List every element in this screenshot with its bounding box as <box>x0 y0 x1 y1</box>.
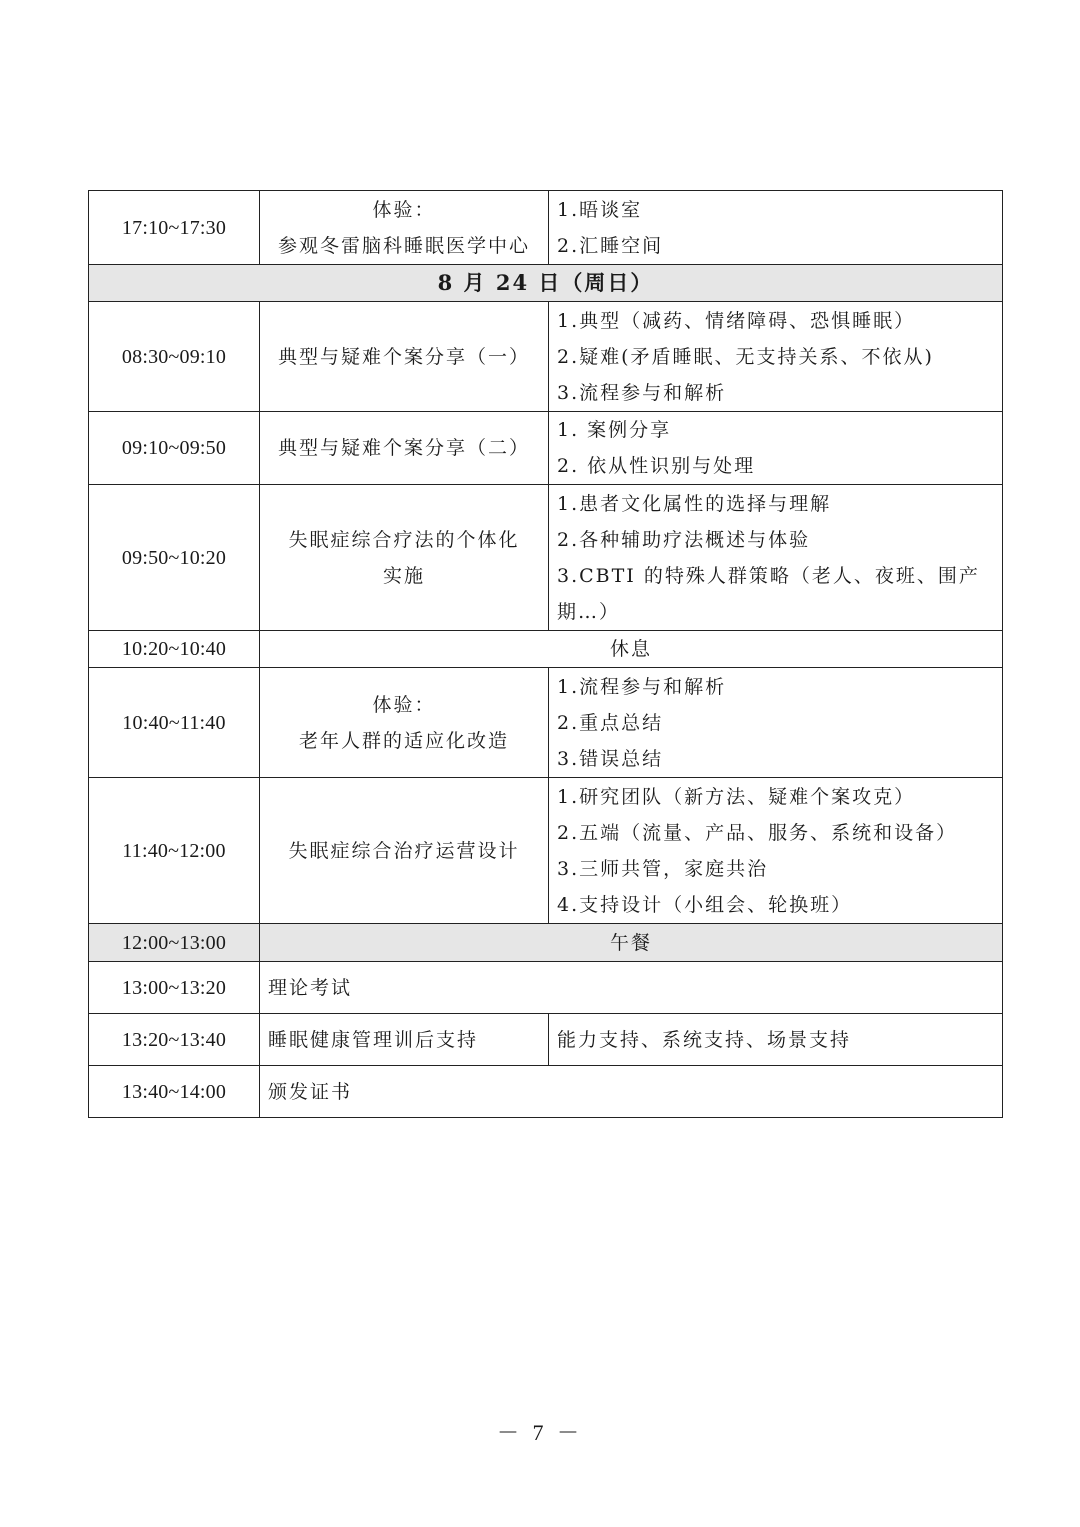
detail-line: 3.流程参与和解析 <box>557 381 727 404</box>
break-cell: 休息 <box>260 631 1003 668</box>
schedule-row <box>89 1066 1003 1118</box>
detail-line: 3.CBTI 的特殊人群策略（老人、夜班、围产 <box>557 564 980 587</box>
detail-cell <box>549 778 1003 924</box>
detail-line: 3.三师共管，家庭共治 <box>557 857 769 880</box>
topic-line: 老年人群的适应化改造 <box>298 729 509 752</box>
topic-line: 典型与疑难个案分享（二） <box>277 437 530 459</box>
time-cell: 10:20~10:40 <box>89 631 260 668</box>
detail-cell: 能力支持、系统支持、场景支持 <box>549 1014 1003 1066</box>
detail-cell <box>549 302 1003 412</box>
topic-cell <box>260 668 549 778</box>
detail-line: 2.五端（流量、产品、服务、系统和设备） <box>557 821 958 844</box>
detail-cell <box>549 191 1003 265</box>
schedule-row <box>89 778 1003 924</box>
schedule-row <box>89 302 1003 412</box>
topic-cell <box>260 191 549 265</box>
time-cell: 13:40~14:00 <box>89 1066 260 1118</box>
detail-line: 1.典型（减药、情绪障碍、恐惧睡眠） <box>557 309 916 332</box>
exam-cell: 理论考试 <box>260 962 1003 1014</box>
time-cell: 09:10~09:50 <box>89 412 260 485</box>
detail-line: 1. 案例分享 <box>557 419 672 441</box>
time-cell: 12:00~13:00 <box>89 924 260 962</box>
detail-line: 4.支持设计（小组会、轮换班） <box>557 893 853 916</box>
topic-line: 失眠症综合治疗运营设计 <box>288 839 520 862</box>
page-number: － 7 － <box>496 1420 583 1445</box>
topic-line: 参观冬雷脑科睡眠医学中心 <box>277 234 530 257</box>
detail-line: 1.研究团队（新方法、疑难个案攻克） <box>557 785 916 808</box>
detail-line: 2. 依从性识别与处理 <box>557 455 756 477</box>
schedule-row <box>89 1014 1003 1066</box>
schedule-table <box>88 190 1003 1118</box>
time-cell: 13:20~13:40 <box>89 1014 260 1066</box>
topic-line: 体验： <box>372 693 436 716</box>
detail-line: 1.晤谈室 <box>557 198 643 221</box>
time-cell: 09:50~10:20 <box>89 485 260 631</box>
topic-cell <box>260 778 549 924</box>
detail-cell <box>549 668 1003 778</box>
day-header: 8 月 24 日（周日） <box>89 265 1003 302</box>
schedule-row <box>89 412 1003 485</box>
topic-cell: 睡眠健康管理训后支持 <box>260 1014 549 1066</box>
schedule-row <box>89 924 1003 962</box>
time-cell: 10:40~11:40 <box>89 668 260 778</box>
detail-cell <box>549 412 1003 485</box>
detail-line: 2.重点总结 <box>557 711 664 734</box>
topic-line: 实施 <box>382 564 425 587</box>
day-header-row <box>89 265 1003 302</box>
time-cell: 11:40~12:00 <box>89 778 260 924</box>
time-cell: 17:10~17:30 <box>89 191 260 265</box>
detail-line: 期…） <box>557 600 621 623</box>
detail-line: 2.疑难(矛盾睡眠、无支持关系、不依从) <box>557 345 934 368</box>
topic-line: 典型与疑难个案分享（一） <box>277 345 530 368</box>
time-cell: 08:30~09:10 <box>89 302 260 412</box>
time-cell: 13:00~13:20 <box>89 962 260 1014</box>
detail-line: 2.汇睡空间 <box>557 234 664 257</box>
detail-cell <box>549 485 1003 631</box>
topic-cell <box>260 412 549 485</box>
topic-line: 体验： <box>372 198 436 221</box>
topic-cell <box>260 302 549 412</box>
schedule-row <box>89 485 1003 631</box>
schedule-row <box>89 668 1003 778</box>
schedule-row <box>89 631 1003 668</box>
lunch-cell: 午餐 <box>260 924 1003 962</box>
schedule-row <box>89 962 1003 1014</box>
detail-line: 3.错误总结 <box>557 747 664 770</box>
schedule-row <box>89 191 1003 265</box>
topic-line: 失眠症综合疗法的个体化 <box>288 528 520 551</box>
detail-line: 2.各种辅助疗法概述与体验 <box>557 528 811 551</box>
certificate-cell: 颁发证书 <box>260 1066 1003 1118</box>
detail-line: 1.流程参与和解析 <box>557 675 727 698</box>
detail-line: 1.患者文化属性的选择与理解 <box>557 492 832 515</box>
topic-cell <box>260 485 549 631</box>
